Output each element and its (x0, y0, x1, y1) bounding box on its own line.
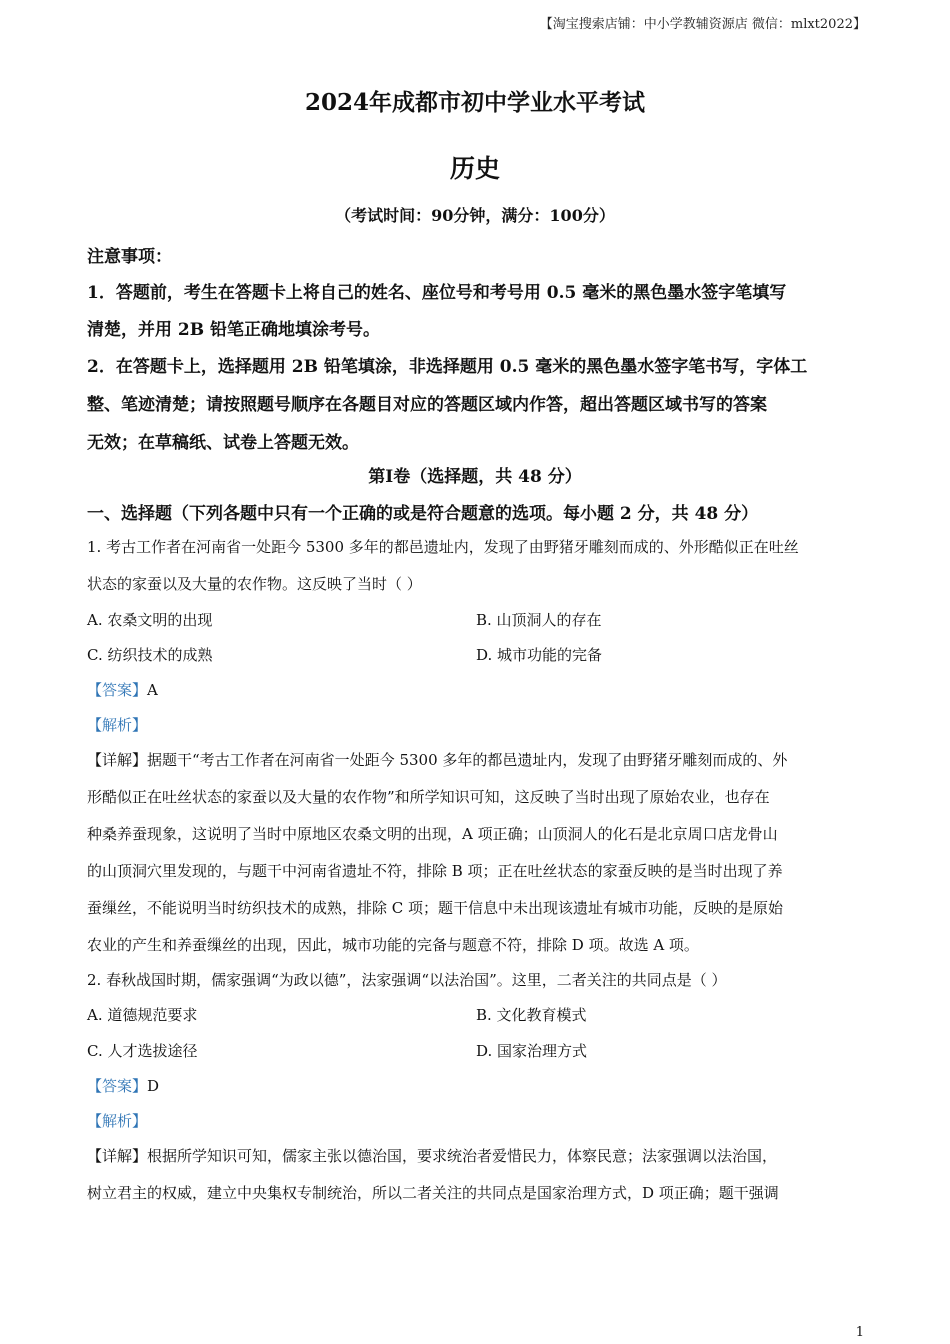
option-c: C. 人才选拔途径 (87, 1042, 198, 1060)
option-b: B. 山顶洞人的存在 (476, 611, 602, 629)
detail-text: 农业的产生和养蚕缫丝的出现，因此，城市功能的完备与题意不符，排除 D 项。故选 A 项。 (87, 936, 699, 954)
notice-line: 2．在答题卡上，选择题用 2B 铅笔填涂，非选择题用 0.5 毫米的黑色墨水签字笔书写，字体工 (87, 357, 808, 377)
notice-line: 清楚，并用 2B 铅笔正确地填涂考号。 (87, 320, 381, 340)
option-d: D. 城市功能的完备 (476, 646, 603, 664)
analysis-label: 【解析】 (87, 716, 148, 734)
detail-text: 形酷似正在吐丝状态的家蚕以及大量的农作物”和所学知识可知，这反映了当时出现了原始农业，也存在 (87, 788, 770, 806)
subject-title: 历史 (449, 154, 500, 183)
option-c: C. 纺织技术的成熟 (87, 646, 213, 664)
option-a: A. 道德规范要求 (87, 1006, 198, 1024)
detail-text: 据题干“考古工作者在河南省一处距今 5300 多年的都邑遗址内，发现了由野猪牙雕刻而成的、外 (147, 751, 788, 769)
detail-text: 根据所学知识可知，儒家主张以德治国，要求统治者爱惜民力，体察民意；法家强调以法治国， (147, 1147, 778, 1165)
analysis-label: 【解析】 (87, 1112, 148, 1130)
part-title: 一、选择题（下列各题中只有一个正确的或是符合题意的选项。每小题 2 分，共 48 分） (87, 504, 759, 524)
detail-label: 【详解】 (87, 751, 148, 769)
notice-line: 整、笔迹清楚；请按照题号顺序在各题目对应的答题区域内作答，超出答题区域书写的答案 (87, 395, 767, 415)
detail-text: 树立君主的权威，建立中央集权专制统治，所以二者关注的共同点是国家治理方式，D 项正确；题干强调 (87, 1184, 779, 1202)
exam-info: （考试时间：90分钟，满分：100分） (335, 206, 615, 225)
question-stem: 2. 春秋战国时期，儒家强调“为政以德”，法家强调“以法治国”。这里，二者关注的共同点是（ ） (87, 971, 727, 989)
detail-line (87, 749, 787, 770)
option-b: B. 文化教育模式 (476, 1006, 587, 1024)
option-a: A. 农桑文明的出现 (87, 611, 213, 629)
exam-title: 2024年成都市初中学业水平考试 (304, 89, 645, 116)
answer-line (87, 1075, 159, 1096)
answer-label: 【答案】 (87, 681, 148, 699)
answer-label: 【答案】 (87, 1077, 148, 1095)
notice-line: 1．答题前，考生在答题卡上将自己的姓名、座位号和考号用 0.5 毫米的黑色墨水签字笔填写 (87, 283, 787, 303)
option-d: D. 国家治理方式 (476, 1042, 588, 1060)
answer-value: A (147, 681, 158, 699)
detail-label: 【详解】 (87, 1147, 148, 1165)
detail-text: 蚕缫丝，不能说明当时纺织技术的成熟，排除 C 项；题干信息中未出现该遗址有城市功能，反映的是原始 (87, 899, 784, 917)
notice-line: 无效；在草稿纸、试卷上答题无效。 (87, 433, 359, 453)
page-number: 1 (855, 1325, 864, 1340)
header-note: 【淘宝搜索店铺：中小学教辅资源店 微信：mlxt2022】 (539, 17, 866, 32)
question-stem: 1. 考古工作者在河南省一处距今 5300 多年的都邑遗址内，发现了由野猪牙雕刻而成的、外形酷似正在吐丝 (87, 538, 799, 556)
detail-text: 种桑养蚕现象，这说明了当时中原地区农桑文明的出现，A 项正确；山顶洞人的化石是北京周口店龙骨山 (87, 825, 778, 843)
detail-line (87, 1145, 777, 1166)
section-title: 第Ⅰ卷（选择题，共 48 分） (368, 467, 582, 487)
detail-text: 的山顶洞穴里发现的，与题干中河南省遗址不符，排除 B 项；正在吐丝状态的家蚕反映的是当时出现了养 (87, 862, 783, 880)
notice-heading: 注意事项： (87, 247, 172, 267)
answer-value: D (147, 1077, 160, 1095)
answer-line (87, 679, 158, 700)
question-stem: 状态的家蚕以及大量的农作物。这反映了当时（ ） (87, 575, 422, 593)
